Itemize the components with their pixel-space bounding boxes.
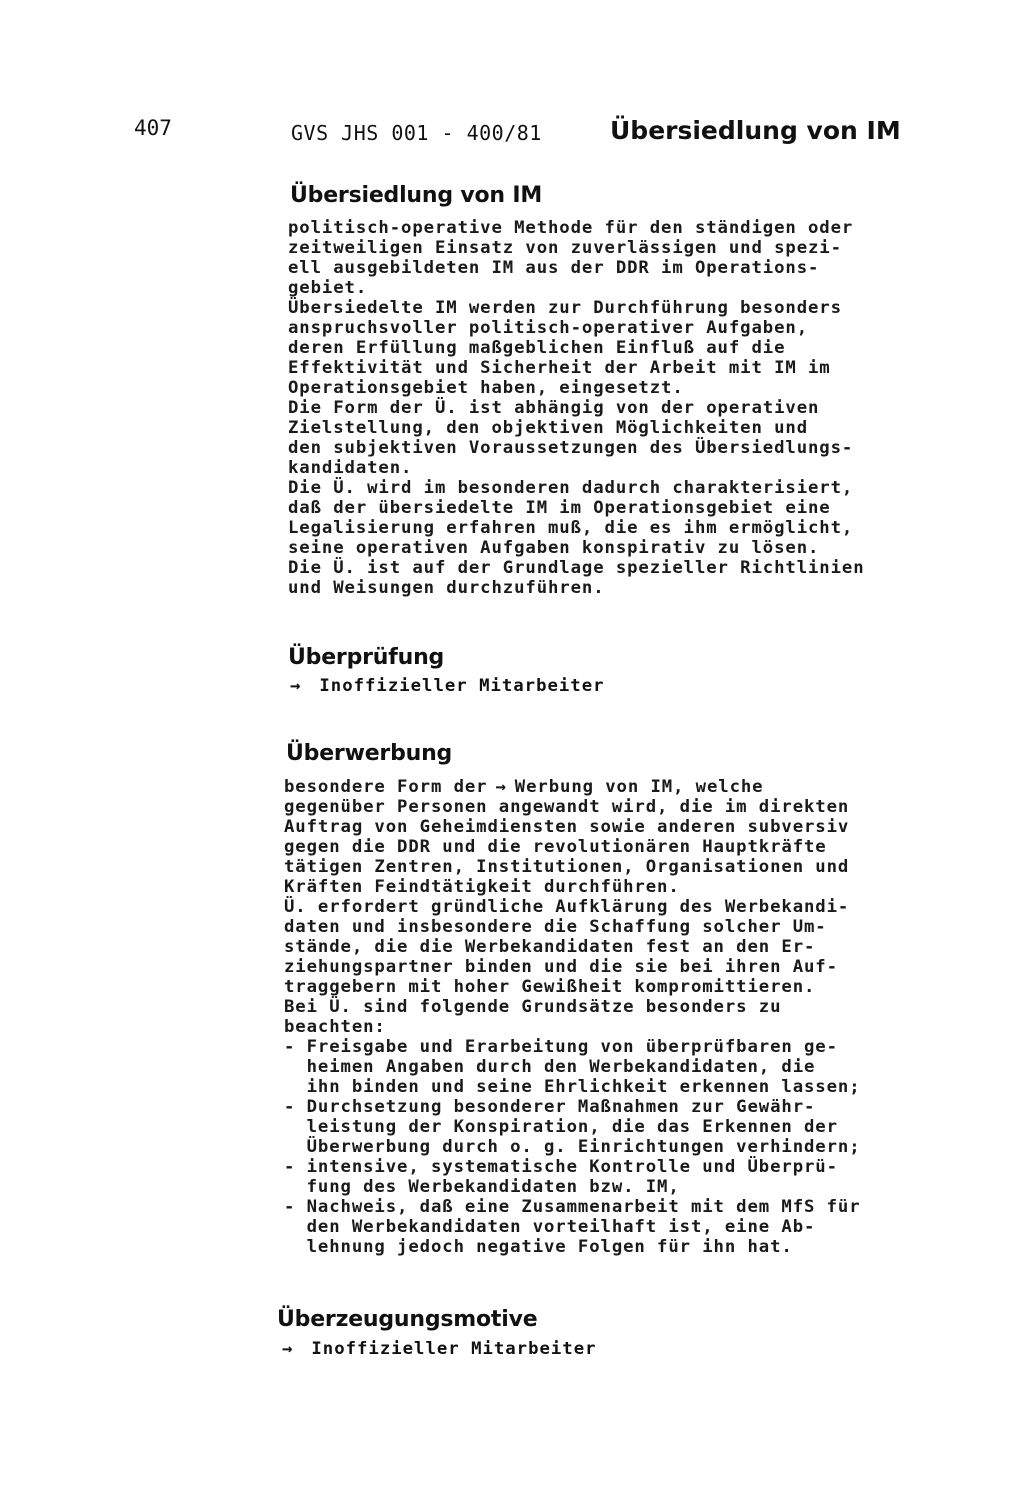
text-line: gegen die DDR und die revolutionären Hauptkräfte [284, 837, 827, 857]
bullet-line: heimen Angaben durch den Werbekandidaten, die [284, 1057, 816, 1077]
text-line: und Weisungen durchzuführen. [288, 578, 605, 598]
text-line: Auftrag von Geheimdiensten sowie anderen subversiv [284, 817, 850, 837]
text-line: den subjektiven Voraussetzungen des Übersiedlungs- [288, 438, 854, 458]
page-number: 407 [134, 116, 172, 140]
text-line: Zielstellung, den objektiven Möglichkeiten und [288, 418, 808, 438]
text-line: Übersiedelte IM werden zur Durchführung besonders [288, 298, 842, 318]
text-line: daß der übersiedelte IM im Operationsgebiet eine [288, 498, 831, 518]
running-head: Übersiedlung von IM [610, 116, 901, 145]
cross-reference [282, 1339, 597, 1359]
entry-heading-ueberpruefung: Überprüfung [288, 645, 445, 670]
text-line: Effektivität und Sicherheit der Arbeit mit IM im [288, 358, 831, 378]
cross-reference [290, 676, 605, 696]
reference-link[interactable]: Werbung von IM, welche [514, 777, 764, 797]
entry-body-uebersiedlung [288, 218, 865, 598]
document-id: GVS JHS 001 - 400/81 [291, 121, 542, 145]
text-line: tätigen Zentren, Institutionen, Organisationen und [284, 857, 850, 877]
entry-heading-ueberwerbung: Überwerbung [286, 741, 453, 766]
text-fragment: besondere Form der [284, 777, 488, 797]
entry-heading-ueberzeugungsmotive: Überzeugungsmotive [277, 1307, 538, 1332]
entry-body-ueberwerbung [284, 777, 861, 1257]
bullet-line: fung des Werbekandidaten bzw. IM, [284, 1177, 680, 1197]
text-line: Bei Ü. sind folgende Grundsätze besonders zu [284, 997, 782, 1017]
reference-link[interactable]: Inoffizieller Mitarbeiter [319, 676, 605, 696]
text-line: Die Ü. ist auf der Grundlage spezieller Richtlinien [288, 558, 865, 578]
bullet-line: lehnung jedoch negative Folgen für ihn hat. [284, 1237, 793, 1257]
bullet-line: leistung der Konspiration, die das Erkennen der [284, 1117, 838, 1137]
bullet-line: - intensive, systematische Kontrolle und Überprü- [284, 1157, 838, 1177]
arrow-right-icon: → [282, 1339, 294, 1359]
arrow-right-icon: → [290, 676, 302, 696]
text-line: Operationsgebiet haben, eingesetzt. [288, 378, 684, 398]
text-line: politisch-operative Methode für den ständigen oder [288, 218, 854, 238]
text-line: Die Ü. wird im besonderen dadurch charakterisiert, [288, 478, 854, 498]
text-line: stände, die die Werbekandidaten fest an den Er- [284, 937, 816, 957]
bullet-line: - Nachweis, daß eine Zusammenarbeit mit dem MfS für [284, 1197, 861, 1217]
text-line: ziehungspartner binden und die sie bei ihren Auf- [284, 957, 838, 977]
text-line: Legalisierung erfahren muß, die es ihm ermöglicht, [288, 518, 854, 538]
bullet-line: - Freisgabe und Erarbeitung von überprüfbaren ge- [284, 1037, 838, 1057]
text-line: ell ausgebildeten IM aus der DDR im Operations- [288, 258, 820, 278]
entry-heading-uebersiedlung: Übersiedlung von IM [290, 183, 543, 208]
text-line: seine operativen Aufgaben konspirativ zu lösen. [288, 538, 820, 558]
text-line: Ü. erfordert gründliche Aufklärung des Werbekandi- [284, 897, 850, 917]
text-line: gegenüber Personen angewandt wird, die im direkten [284, 797, 850, 817]
text-line: Kräften Feindtätigkeit durchführen. [284, 877, 680, 897]
text-line: daten und insbesondere die Schaffung solcher Um- [284, 917, 827, 937]
bullet-line: - Durchsetzung besonderer Maßnahmen zur Gewähr- [284, 1097, 816, 1117]
bullet-line: ihn binden und seine Ehrlichkeit erkennen lassen; [284, 1077, 861, 1097]
text-line: Die Form der Ü. ist abhängig von der operativen [288, 398, 820, 418]
bullet-line: Überwerbung durch o. g. Einrichtungen verhindern; [284, 1137, 861, 1157]
text-line: kandidaten. [288, 458, 413, 478]
text-line: beachten: [284, 1017, 386, 1037]
text-line: deren Erfüllung maßgeblichen Einfluß auf die [288, 338, 786, 358]
bullet-line: den Werbekandidaten vorteilhaft ist, eine Ab- [284, 1217, 816, 1237]
text-line: gebiet. [288, 278, 368, 298]
text-line: traggebern mit hoher Gewißheit kompromittieren. [284, 977, 816, 997]
text-line: anspruchsvoller politisch-operativer Aufgaben, [288, 318, 808, 338]
arrow-right-icon: → [495, 777, 507, 797]
text-line [284, 777, 861, 797]
reference-link[interactable]: Inoffizieller Mitarbeiter [311, 1339, 597, 1359]
text-line: zeitweiligen Einsatz von zuverlässigen und spezi- [288, 238, 842, 258]
